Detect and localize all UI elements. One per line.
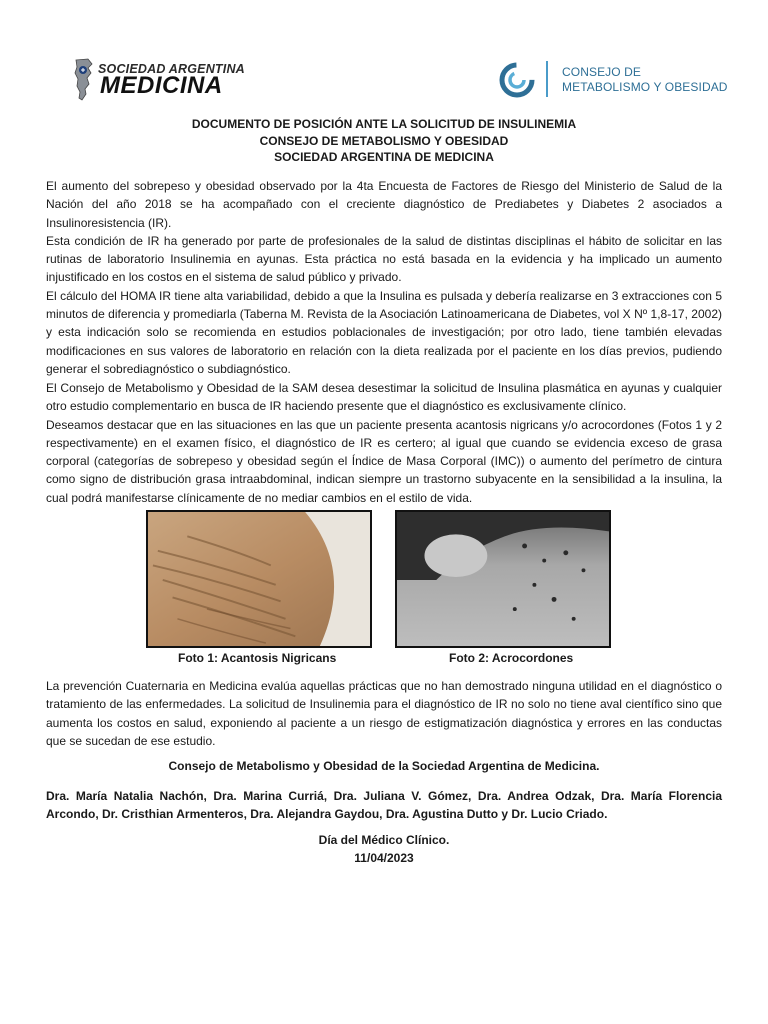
- council-signature: Consejo de Metabolismo y Obesidad de la Sociedad Argentina de Medicina.: [168, 759, 600, 773]
- intro-block: [46, 177, 722, 378]
- council-logo-mark-icon: [498, 61, 536, 99]
- title-line-3: SOCIEDAD ARGENTINA DE MEDICINA: [274, 150, 494, 164]
- title-line-1: DOCUMENTO DE POSICIÓN ANTE LA SOLICITUD DE INSULINEMIA: [191, 117, 577, 131]
- council-logo: [498, 59, 728, 103]
- position-block: [46, 379, 722, 507]
- photo2-caption: Foto 2: Acrocordones: [449, 651, 574, 665]
- council-logo-divider: [546, 61, 548, 97]
- paragraph-4: El Consejo de Metabolismo y Obesidad de la SAM desea desestimar la solicitud de Insulina plasmática en ayunas y cualquier otro estudio complementario en busca de IR haciendo presente que el diagnóstico es exclusivamente clínico.: [46, 381, 722, 414]
- photo-skin-tags: [395, 510, 611, 648]
- paragraph-2: Esta condición de IR ha generado por parte de profesionales de la salud de distintas disciplinas el hábito de solicitar en las rutinas de laboratorio Insulinemia en ayunas. Esta práctica no está basada en la evidencia y ha implicado un aumento injustificado en los costos en el sistema de salud público y privado.: [46, 233, 722, 285]
- paragraph-3: El cálculo del HOMA IR tiene alta variabilidad, debido a que la Insulina es pulsada y debería realizarse en 3 extracciones con 5 minutos de diferencia y promediarla (Taberna M. Revista de la Asociación Latinoamericana de Diabetes, vol X Nº 1,8-17, 2002) y esta indicación solo se recomienda en estudios poblacionales de investigación; por otro lado, tiene también elevadas modificaciones en sus valores de laboratorio en relación con la dieta realizada por el paciente en los días previos, pudiendo generar el sobrediagnóstico o subdiagnóstico.: [46, 288, 722, 376]
- signers-list: Dra. María Natalia Nachón, Dra. Marina Curriá, Dra. Juliana V. Gómez, Dra. Andrea Odzak, Dra. María Florencia Arcondo, Dr. Cristhian Armenteros, Dra. Alejandra Gaydou, Dra. Agustina Dutto y Dr. Lucio Criado.: [46, 789, 722, 822]
- argentina-map-icon: [66, 58, 100, 102]
- council-logo-line1: CONSEJO DE: [562, 65, 642, 79]
- occasion: Día del Médico Clínico.: [318, 833, 450, 847]
- document-date: 11/04/2023: [354, 850, 414, 865]
- paragraph-6: La prevención Cuaternaria en Medicina evalúa aquellas prácticas que no han demostrado ninguna utilidad en el diagnóstico o tratamiento de las enfermedades. La solicitud de Insulinemia para el diagnóstico de IR no solo no tiene aval científico sino que aumenta los costos en salud, exponiendo al paciente a un riesgo de estigmatización diagnóstica y errores en las conductas que se sucedan de ese estudio.: [46, 679, 722, 748]
- photo1-caption: Foto 1: Acantosis Nigricans: [178, 651, 337, 665]
- sam-logo-top-text: SOCIEDAD ARGENTINA: [98, 62, 245, 76]
- sam-logo: [66, 58, 246, 102]
- closing: [0, 832, 768, 867]
- council-logo-line2: METABOLISMO Y OBESIDAD: [562, 80, 728, 94]
- document-title: [0, 116, 768, 166]
- header: [0, 55, 768, 105]
- paragraph-5: Deseamos destacar que en las situaciones en las que un paciente presenta acantosis nigricans y/o acrocordones (Fotos 1 y 2 respectivamente) en el examen físico, el diagnóstico de IR es certero; al igual que cuando se evidencia exceso de grasa corporal (categorías de sobrepeso y obesidad según el Índice de Masa Corporal (IMC)) o aumento del perímetro de cintura como signo de distribución grasa intraabdominal, indican siempre un trastorno subyacente en la sensibilidad a la insulina, la cual podrá manifestarse clínicamente de no mediar cambios en el estilo de vida.: [46, 417, 722, 505]
- sam-logo-main-text: MEDICINA: [100, 72, 223, 99]
- paragraph-1: El aumento del sobrepeso y obesidad observado por la 4ta Encuesta de Factores de Riesgo del Ministerio de Salud de la Nación del año 2018 se ha acompañado con el creciente diagnóstico de Prediabetes y Diabetes 2 asociados a Insulinoresistencia (IR).: [46, 179, 722, 230]
- title-line-2: CONSEJO DE METABOLISMO Y OBESIDAD: [259, 133, 509, 148]
- prevention-block: [46, 677, 722, 750]
- photo-acanthosis: [146, 510, 372, 648]
